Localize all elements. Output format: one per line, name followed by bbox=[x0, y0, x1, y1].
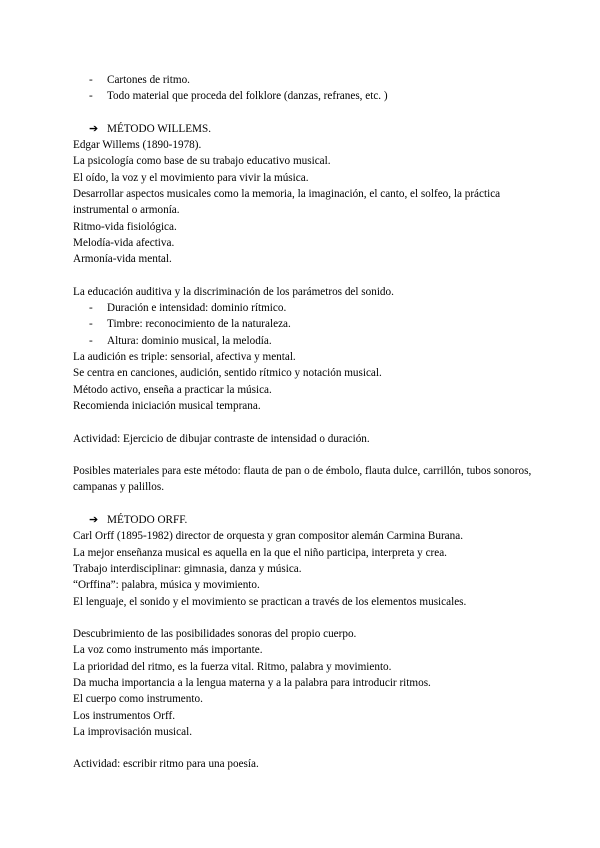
text-line: La mejor enseñanza musical es aquella en la que el niño participa, interpreta y crea. bbox=[73, 546, 447, 559]
list-item bbox=[73, 300, 543, 316]
spacer bbox=[73, 268, 543, 284]
list-item bbox=[73, 72, 543, 88]
heading-text: MÉTODO WILLEMS. bbox=[107, 122, 211, 135]
list-dash: - bbox=[89, 74, 93, 86]
activity-line: Actividad: escribir ritmo para una poesía. bbox=[73, 758, 259, 771]
spacer bbox=[73, 414, 543, 430]
text-line: Método activo, enseña a practicar la música. bbox=[73, 383, 272, 396]
text-line: Los instrumentos Orff. bbox=[73, 709, 176, 722]
text-line: Armonía-vida mental. bbox=[73, 253, 172, 266]
spacer bbox=[73, 447, 543, 463]
text-line: La voz como instrumento más importante. bbox=[73, 644, 263, 657]
text-line: Descubrimiento de las posibilidades sonoras del propio cuerpo. bbox=[73, 628, 357, 641]
list-item-text: Cartones de ritmo. bbox=[107, 74, 190, 86]
spacer bbox=[73, 610, 543, 626]
list-dash: - bbox=[89, 318, 93, 331]
section-heading-orff bbox=[73, 512, 543, 528]
text-line: Ritmo-vida fisiológica. bbox=[73, 220, 177, 233]
text-line: El lenguaje, el sonido y el movimiento se practican a través de los elementos musicales. bbox=[73, 595, 467, 608]
text-line: La prioridad del ritmo, es la fuerza vital. Ritmo, palabra y movimiento. bbox=[73, 660, 392, 673]
list-item-text: Duración e intensidad: dominio rítmico. bbox=[107, 302, 287, 315]
text-line: La audición es triple: sensorial, afectiva y mental. bbox=[73, 351, 296, 364]
list-dash: - bbox=[89, 302, 93, 315]
list-item bbox=[73, 88, 543, 104]
spacer bbox=[73, 496, 543, 512]
text-line: Se centra en canciones, audición, sentido rítmico y notación musical. bbox=[73, 367, 382, 380]
text-line: La improvisación musical. bbox=[73, 725, 192, 738]
list-dash: - bbox=[89, 334, 93, 347]
arrow-right-icon: ➔ bbox=[89, 514, 99, 527]
heading-text: MÉTODO ORFF. bbox=[107, 514, 188, 527]
text-line: El cuerpo como instrumento. bbox=[73, 693, 203, 706]
list-item bbox=[73, 333, 543, 349]
materials-paragraph: Posibles materiales para este método: flauta de pan o de émbolo, flauta dulce, carrillón, tubos sonoros, campanas y palillos. bbox=[73, 465, 532, 494]
text-line: La educación auditiva y la discriminación de los parámetros del sonido. bbox=[73, 285, 394, 298]
list-item-text: Altura: dominio musical, la melodía. bbox=[107, 334, 272, 347]
text-line: Carl Orff (1895-1982) director de orquesta y gran compositor alemán Carmina Burana. bbox=[73, 530, 463, 543]
document-content bbox=[73, 72, 543, 773]
text-line: “Orffina”: palabra, música y movimiento. bbox=[73, 579, 260, 592]
text-line: El oído, la voz y el movimiento para vivir la música. bbox=[73, 171, 309, 184]
text-paragraph: Desarrollar aspectos musicales como la memoria, la imaginación, el canto, el solfeo, la práctica instrumental o armonía. bbox=[73, 188, 501, 217]
text-line: Edgar Willems (1890-1978). bbox=[73, 139, 202, 152]
spacer bbox=[73, 105, 543, 121]
text-line: La psicología como base de su trabajo educativo musical. bbox=[73, 155, 331, 168]
text-line: Trabajo interdisciplinar: gimnasia, danza y música. bbox=[73, 562, 302, 575]
arrow-right-icon: ➔ bbox=[89, 122, 99, 135]
list-dash: - bbox=[89, 90, 93, 103]
spacer bbox=[73, 740, 543, 756]
text-line: Recomienda iniciación musical temprana. bbox=[73, 399, 261, 412]
list-item-text: Todo material que proceda del folklore (danzas, refranes, etc. ) bbox=[107, 90, 388, 103]
list-item bbox=[73, 316, 543, 332]
activity-line: Actividad: Ejercicio de dibujar contraste de intensidad o duración. bbox=[73, 432, 370, 445]
text-line: Melodía-vida afectiva. bbox=[73, 236, 175, 249]
list-item-text: Timbre: reconocimiento de la naturaleza. bbox=[107, 318, 291, 331]
section-heading-willems bbox=[73, 121, 543, 137]
text-line: Da mucha importancia a la lengua materna y a la palabra para introducir ritmos. bbox=[73, 676, 431, 689]
